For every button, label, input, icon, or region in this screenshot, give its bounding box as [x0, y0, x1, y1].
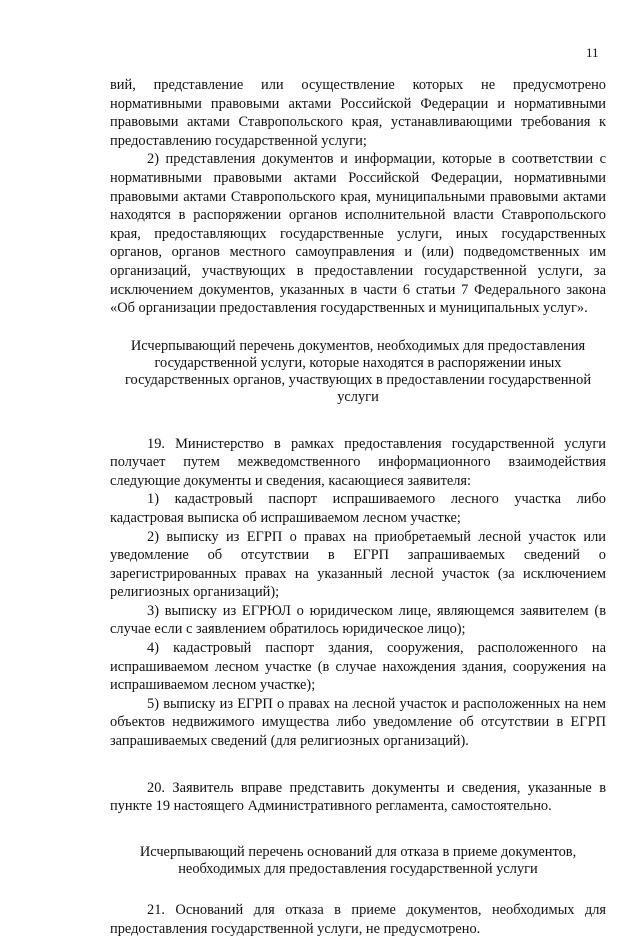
paragraph-19-item-1: 1) кадастровый паспорт испрашиваемого лесного участка либо кадастровая выписка об испрашиваемом лесном участке;: [110, 491, 606, 526]
paragraph-19-item-5: 5) выписку из ЕГРП о правах на лесной участок и расположенных на нем объектов недвижимого имущества либо уведомление об отсутствии в ЕГРП запрашиваемых сведений (для религиозных организаций).: [110, 695, 606, 750]
section-heading-documents: Исчерпывающий перечень документов, необходимых для предоставления государственной услуги, которые находятся в распоряжении иных государственных органов, участвующих в предоставлении государственной услуги: [124, 337, 592, 406]
paragraph-19-item-2: 2) выписку из ЕГРП о правах на приобретаемый лесной участок или уведомление об отсутствии в ЕГРП запрашиваемых сведений о зарегистрированных правах на указанный лесной участок (за исключением религиозных организаций);: [110, 528, 606, 601]
paragraph-21: 21. Оснований для отказа в приеме документов, необходимых для предоставления государственной услуги, не предусмотрено.: [110, 902, 606, 937]
paragraph-19-item-4: 4) кадастровый паспорт здания, сооружения, расположенного на испрашиваемом лесном участке (в случае нахождения здания, сооружения на испрашиваемом лесном участке);: [110, 640, 606, 694]
page-number: 11: [586, 45, 599, 60]
paragraph-19: 19. Министерство в рамках предоставления государственной услуги получает путем межведомственного информационного взаимодействия следующие документы и сведения, касающиеся заявителя:: [110, 435, 606, 489]
document-body: [110, 76, 606, 938]
paragraph-19-item-3: 3) выписку из ЕГРЮЛ о юридическом лице, являющемся заявителем (в случае если с заявлением обратилось юридическое лицо);: [110, 602, 606, 638]
paragraph-item-2: 2) представления документов и информации, которые в соответствии с нормативными правовыми актами Российской Федерации, нормативными правовыми актами Ставропольского края, муниципальными правовыми актами находятся в распоряжении органов исполнительной власти Ставропольского края, предоставляющих государственные услуги, иных государственных органов, органов местного самоуправления и (или) подведомственных им организаций, участвующих в предоставлении государственной услуги, за исключением документов, указанных в части 6 статьи 7 Федерального закона «Об организации предоставления государственных и муниципальных услуг».: [110, 151, 606, 317]
section-heading-refusal: Исчерпывающий перечень оснований для отказа в приеме документов, необходимых для предоставления государственной услуги: [139, 843, 577, 878]
paragraph-continuation: вий, представление или осуществление которых не предусмотрено нормативными правовыми актами Российской Федерации и нормативными правовыми актами Ставропольского края, устанавливающими требования к предоставлению государственной услуги;: [110, 77, 606, 149]
paragraph-20: 20. Заявитель вправе представить документы и сведения, указанные в пункте 19 настоящего Административного регламента, самостоятельно.: [110, 779, 606, 815]
